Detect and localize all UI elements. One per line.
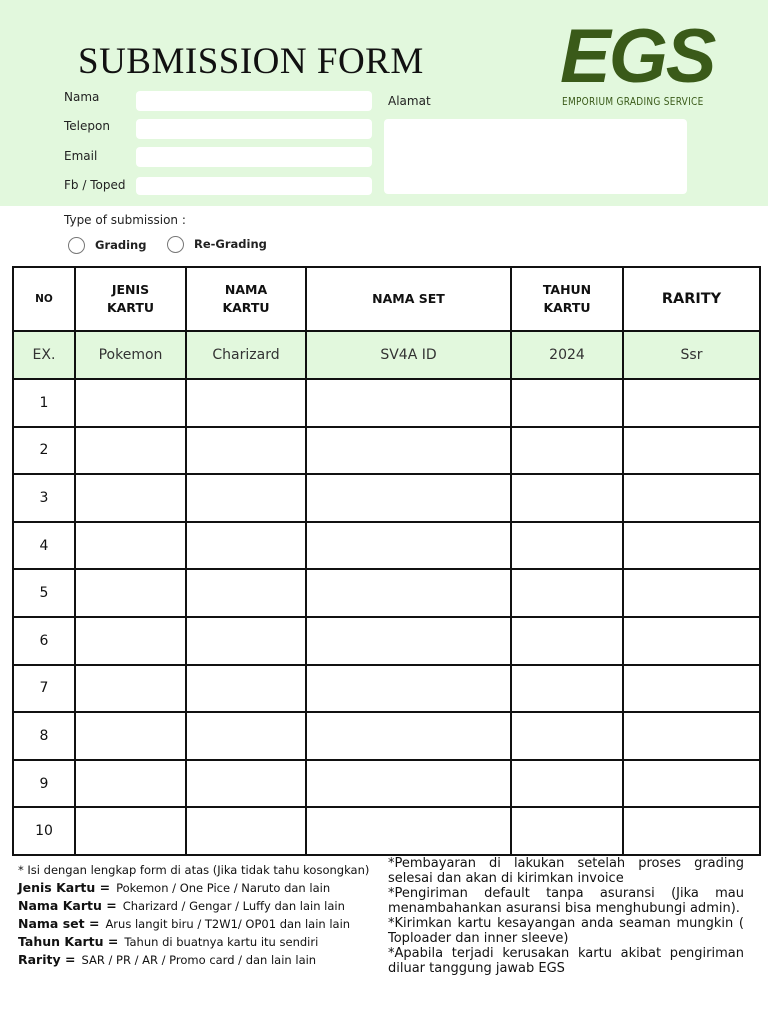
fb-toped-label: Fb / Toped [64,178,126,192]
rarity-cell[interactable] [623,569,760,617]
grading-radio[interactable] [68,237,85,254]
tahun-kartu-cell[interactable] [511,760,623,808]
nama-label: Nama [64,90,100,104]
jenis-kartu-cell[interactable] [75,379,186,427]
table-header-row [13,267,760,331]
nama-set-cell[interactable] [306,569,511,617]
example-rarity: Ssr [623,331,760,379]
header-nama-kartu: NAMA KARTU [186,267,306,331]
nama-set-cell[interactable] [306,760,511,808]
table-row [13,617,760,665]
nama-kartu-cell[interactable] [186,807,306,855]
egs-logo [556,14,726,114]
row-number: 8 [13,712,75,760]
header-no: NO [13,267,75,331]
row-number: 2 [13,427,75,475]
nama-kartu-cell[interactable] [186,617,306,665]
alamat-label: Alamat [388,94,431,108]
nama-set-cell[interactable] [306,522,511,570]
note-desc: Charizard / Gengar / Luffy dan lain lain [122,899,345,913]
email-label: Email [64,149,98,163]
form-title: SUBMISSION FORM [78,41,424,82]
jenis-kartu-cell[interactable] [75,617,186,665]
term-packaging: *Kirimkan kartu kesayangan anda seaman mungkin ( Toploader dan inner sleeve) [388,916,744,946]
rarity-cell[interactable] [623,474,760,522]
example-tahun-kartu: 2024 [511,331,623,379]
regrading-radio[interactable] [167,236,184,253]
tahun-kartu-cell[interactable] [511,427,623,475]
header-nama-set: NAMA SET [306,267,511,331]
nama-field[interactable] [136,91,372,111]
rarity-cell[interactable] [623,712,760,760]
tahun-kartu-cell[interactable] [511,474,623,522]
regrading-radio-label: Re-Grading [194,237,267,251]
rarity-cell[interactable] [623,617,760,665]
term-damage: *Apabila terjadi kerusakan kartu akibat pengiriman diluar tanggung jawab EGS [388,946,744,976]
nama-set-cell[interactable] [306,427,511,475]
table-row [13,379,760,427]
nama-set-cell[interactable] [306,474,511,522]
rarity-cell[interactable] [623,807,760,855]
logo-mark: EGS [560,14,715,99]
tahun-kartu-cell[interactable] [511,379,623,427]
jenis-kartu-cell[interactable] [75,569,186,617]
row-number: 6 [13,617,75,665]
submission-type-label: Type of submission : [64,213,186,227]
note-desc: Arus langit biru / T2W1/ OP01 dan lain lain [105,917,351,931]
tahun-kartu-cell[interactable] [511,617,623,665]
rarity-cell[interactable] [623,665,760,713]
table-row [13,760,760,808]
example-nama-kartu: Charizard [186,331,306,379]
term-payment: *Pembayaran di lakukan setelah proses grading selesai dan akan di kirimkan invoice [388,856,744,886]
note-tahun-kartu [18,933,374,951]
note-nama-set [18,915,374,933]
nama-set-cell[interactable] [306,665,511,713]
nama-set-cell[interactable] [306,712,511,760]
tahun-kartu-cell[interactable] [511,522,623,570]
jenis-kartu-cell[interactable] [75,807,186,855]
table-row [13,522,760,570]
table-row [13,665,760,713]
nama-kartu-cell[interactable] [186,522,306,570]
note-desc: Pokemon / One Pice / Naruto dan lain [116,881,331,895]
telepon-field[interactable] [136,119,372,139]
note-term: Rarity = [18,952,76,967]
header-jenis-kartu: JENIS KARTU [75,267,186,331]
jenis-kartu-cell[interactable] [75,760,186,808]
example-row [13,331,760,379]
tahun-kartu-cell[interactable] [511,665,623,713]
row-number: 5 [13,569,75,617]
nama-set-cell[interactable] [306,807,511,855]
note-nama-kartu [18,897,374,915]
logo-subtitle: EMPORIUM GRADING SERVICE [562,96,704,108]
row-number: 3 [13,474,75,522]
note-jenis-kartu [18,879,374,897]
row-number: 4 [13,522,75,570]
nama-kartu-cell[interactable] [186,379,306,427]
rarity-cell[interactable] [623,427,760,475]
note-rarity [18,951,374,969]
note-term: Jenis Kartu = [18,880,111,895]
nama-kartu-cell[interactable] [186,665,306,713]
nama-kartu-cell[interactable] [186,474,306,522]
row-number: 1 [13,379,75,427]
tahun-kartu-cell[interactable] [511,807,623,855]
row-number: 7 [13,665,75,713]
jenis-kartu-cell[interactable] [75,427,186,475]
nama-kartu-cell[interactable] [186,712,306,760]
field-guide-notes [18,864,374,969]
jenis-kartu-cell[interactable] [75,474,186,522]
jenis-kartu-cell[interactable] [75,665,186,713]
example-jenis-kartu: Pokemon [75,331,186,379]
tahun-kartu-cell[interactable] [511,569,623,617]
note-desc: SAR / PR / AR / Promo card / dan lain lain [81,953,317,967]
note-term: Nama Kartu = [18,898,117,913]
nama-kartu-cell[interactable] [186,569,306,617]
row-number: 10 [13,807,75,855]
grading-radio-label: Grading [95,238,147,252]
note-term: Tahun Kartu = [18,934,119,949]
tahun-kartu-cell[interactable] [511,712,623,760]
table-row [13,427,760,475]
table-row [13,569,760,617]
note-term: Nama set = [18,916,100,931]
table-row [13,474,760,522]
rarity-cell[interactable] [623,522,760,570]
table-row [13,712,760,760]
card-table [12,266,761,856]
term-shipping-insurance: *Pengiriman default tanpa asuransi (Jika mau menambahankan asuransi bisa menghubungi admin). [388,886,744,916]
rarity-cell[interactable] [623,760,760,808]
fb-toped-field[interactable] [136,177,372,195]
telepon-label: Telepon [64,119,110,133]
nama-kartu-cell[interactable] [186,760,306,808]
example-no: EX. [13,331,75,379]
table-row [13,807,760,855]
notes-intro: * Isi dengan lengkap form di atas (Jika tidak tahu kosongkan) [18,863,370,877]
rarity-cell[interactable] [623,379,760,427]
header-rarity: RARITY [623,267,760,331]
header-tahun-kartu: TAHUN KARTU [511,267,623,331]
jenis-kartu-cell[interactable] [75,712,186,760]
note-desc: Tahun di buatnya kartu itu sendiri [124,935,319,949]
nama-set-cell[interactable] [306,379,511,427]
nama-kartu-cell[interactable] [186,427,306,475]
nama-set-cell[interactable] [306,617,511,665]
example-nama-set: SV4A ID [306,331,511,379]
email-field[interactable] [136,147,372,167]
alamat-field[interactable] [384,119,687,194]
row-number: 9 [13,760,75,808]
terms-notes [388,856,744,976]
jenis-kartu-cell[interactable] [75,522,186,570]
